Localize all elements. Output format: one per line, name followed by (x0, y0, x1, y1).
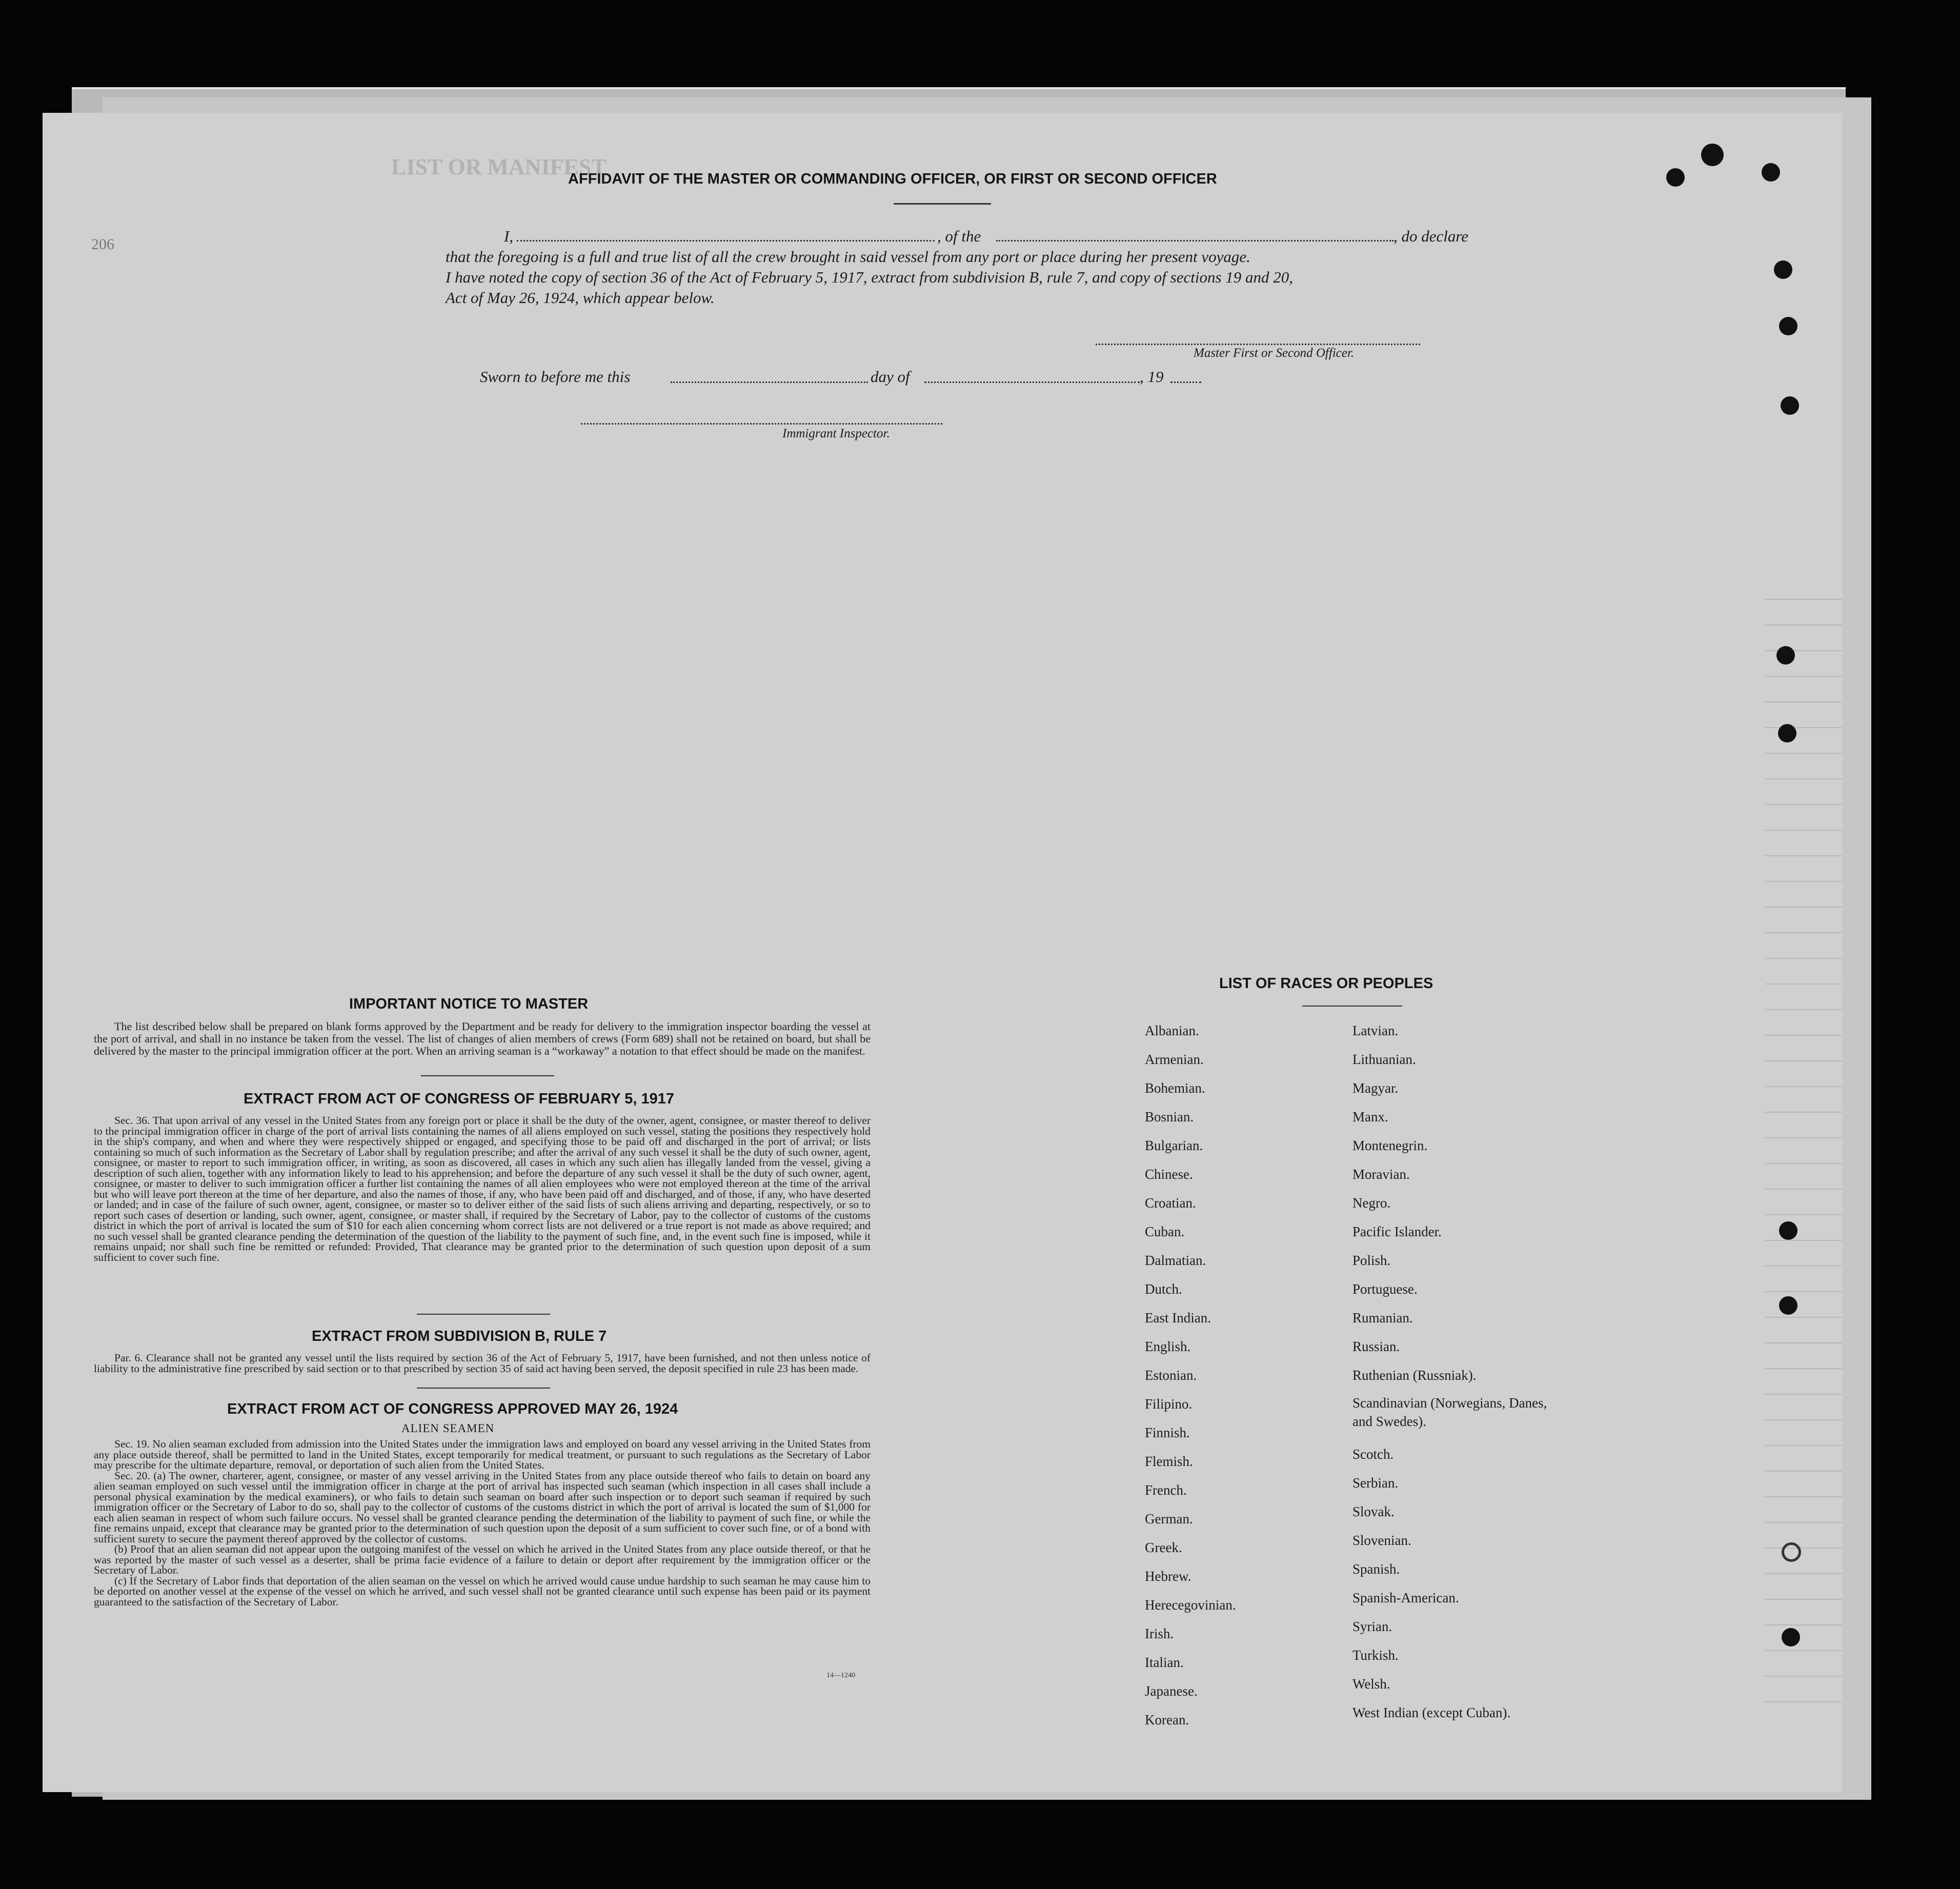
punch-hole-icon (1782, 1628, 1800, 1646)
ruled-edge (1765, 574, 1842, 1702)
sworn-end: , 19 (1140, 368, 1164, 386)
race-item: Flemish. (1145, 1454, 1193, 1469)
manifest-page (43, 113, 1842, 1792)
race-item: Filipino. (1145, 1396, 1193, 1412)
form-number: 14—1240 (826, 1672, 855, 1679)
race-item: Bosnian. (1145, 1109, 1194, 1124)
punch-hole-icon (1762, 163, 1780, 182)
race-item: Chinese. (1145, 1167, 1193, 1182)
race-item: Montenegrin. (1352, 1138, 1428, 1153)
master-signature-line (1096, 344, 1420, 345)
race-item: Manx. (1352, 1109, 1388, 1124)
notice-title: IMPORTANT NOTICE TO MASTER (349, 996, 589, 1012)
race-item: Irish. (1145, 1626, 1174, 1641)
race-item: Dutch. (1145, 1281, 1182, 1297)
affidavit-line1-end: , do declare (1393, 227, 1469, 245)
affidavit-line2: that the foregoing is a full and true list of all the crew brought in said vessel from any port or place during her present voyage. (446, 248, 1250, 266)
race-item: Herecegovinian. (1145, 1597, 1236, 1613)
race-item: Hebrew. (1145, 1569, 1191, 1584)
alien-seamen-subtitle: ALIEN SEAMEN (401, 1422, 495, 1435)
sworn-start: Sworn to before me this (480, 368, 631, 386)
race-item: French. (1145, 1482, 1187, 1498)
race-item: Negro. (1352, 1195, 1391, 1211)
race-item: Polish. (1352, 1253, 1391, 1268)
sec-19: Sec. 19. No alien seaman excluded from admission into the United States under the immigration laws and employed on board any vessel arriving in the United States from any place outside thereof, shall be permitted to land in the United States, except temporarily for medical treatment, or pursuant to such regulations as the Secretary of Labor may prescribe for the ultimate departure, removal, or deportation of such alien from the United States. (94, 1438, 871, 1471)
races-rule (1302, 1006, 1402, 1007)
race-item: Bulgarian. (1145, 1138, 1203, 1153)
extract-rule7-title: EXTRACT FROM SUBDIVISION B, RULE 7 (312, 1328, 607, 1344)
punch-hole-icon (1781, 396, 1799, 415)
race-item: West Indian (except Cuban). (1352, 1705, 1511, 1720)
inspector-signature-label: Immigrant Inspector. (782, 427, 890, 440)
punch-hole-icon (1774, 260, 1792, 279)
extract-1924-body (94, 1439, 871, 1607)
master-signature-label: Master First or Second Officer. (1194, 346, 1355, 360)
race-item: Scandinavian (Norwegians, Danes, and Swedes). (1352, 1395, 1547, 1429)
race-item: East Indian. (1145, 1310, 1211, 1325)
race-item: Croatian. (1145, 1195, 1196, 1211)
section-rule (417, 1314, 550, 1315)
race-item: Turkish. (1352, 1647, 1399, 1663)
races-left-column (1145, 1016, 1236, 1734)
race-item: Japanese. (1145, 1683, 1198, 1699)
notice-body: The list described below shall be prepared on blank forms approved by the Department and be ready for delivery to the immigration inspector boarding the vessel at the port of arrival, and shall in no instance be taken from the vessel. The list of changes of alien members of crews (Form 689) shall not be retained on board, but shall be delivered by the master to the principal immigration officer at the port. When an arriving seaman is a “workaway” a notation to that effect should be made on the manifest. (94, 1020, 871, 1057)
race-item: German. (1145, 1511, 1193, 1526)
race-item: Magyar. (1352, 1080, 1399, 1096)
sworn-mid: day of (871, 368, 910, 386)
race-item: Dalmatian. (1145, 1253, 1206, 1268)
race-item: English. (1145, 1339, 1191, 1354)
affidavit-line1-mid: , of the (937, 227, 981, 245)
punch-hole-icon (1779, 1221, 1797, 1240)
sec-20a: Sec. 20. (a) The owner, charterer, agent, consignee, or master of any vessel arriving in the United States from any place outside thereof who fails to detain on board any alien seaman employed on such vessel until the immigration officer in charge at the port of arrival has inspected such seaman (which inspection in all cases shall include a personal physical examination by the medical examiners), or who fails to detain such seaman on board after such inspection or to deport such seaman if required by such immigration officer or the Secretary of Labor to do so, shall pay to the collector of customs of the customs district in which the port of arrival is located the sum of $1,000 for each alien seaman in respect of whom such failure occurs. No vessel shall be granted clearance pending the determination of the liability to payment of such fine, or while the fine remains unpaid, except that clearance may be granted prior to the determination of such question upon the deposit of a sum sufficient to cover such fine, or of a bond with sufficient surety to secure the payment thereof approved by the collector of customs. (94, 1469, 871, 1545)
extract-1917-title: EXTRACT FROM ACT OF CONGRESS OF FEBRUARY 5, 1917 (244, 1091, 675, 1107)
section-rule (417, 1388, 550, 1389)
punch-hole-icon (1778, 724, 1796, 742)
punch-hole-icon (1779, 1296, 1797, 1315)
race-item: Korean. (1145, 1712, 1189, 1727)
inspector-signature-line (581, 423, 942, 425)
race-item: Latvian. (1352, 1023, 1399, 1038)
sec-20b: (b) Proof that an alien seaman did not appear upon the outgoing manifest of the vessel on which he arrived in the United States from any place outside thereof, or that he was reported by the master of such vessel as a deserter, shall be prima facie evidence of a failure to detain or deport after requirement by the immigration officer or the Secretary of Labor. (94, 1543, 871, 1576)
day-blank (671, 381, 868, 383)
extract-rule7-body: Par. 6. Clearance shall not be granted any vessel until the lists required by section 36 of the Act of February 5, 1917, have been furnished, and not then unless notice of liability to the administrative fine prescribed by said section or to that prescribed by section 35 of said act having been served, the deposit specified in rule 23 has been made. (94, 1352, 871, 1375)
affidavit-line4: Act of May 26, 1924, which appear below. (446, 289, 715, 307)
race-item: Portuguese. (1352, 1281, 1418, 1297)
extract-1917-body: Sec. 36. That upon arrival of any vessel in the United States from any foreign port or place it shall be the duty of the owner, agent, consignee, or master thereof to deliver to the principal immigration officer in charge of the port of arrival lists containing the names of all aliens employed on such vessel, stating the positions they respectively hold in the ship's company, and when and where they were respectively shipped or engaged, and specifying those to be paid off and discharged in the port of arrival; or lists containing so much of such information as the Secretary of Labor shall by regulation prescribe; and after the arrival of any such vessel it shall be the duty of such owner, agent, consignee, or master to report to such immigration officer, in writing, as soon as discovered, all cases in which any such alien has illegally landed from the vessel, giving a description of such alien, together with any information likely to lead to his apprehension; and before the departure of any such vessel it shall be the duty of such owner, agent, consignee, or master to deliver to such immigration officer a further list containing the names of all alien employees who were not employed thereon at the time of the arrival but who will leave port thereon at the time of her departure, and also the names of those, if any, who have been paid off and discharged, and of those, if any, who have deserted or landed; and in case of the failure of such owner, agent, consignee, or master so to deliver either of the said lists of such aliens arriving and departing, respectively, or so to report such cases of desertion or landing, such owner, agent, consignee, or master shall, if required by the Secretary of Labor, pay to the collector of customs of the customs district in which the port of arrival is located the sum of $10 for each alien concerning whom correct lists are not delivered or a true report is not made as above required; and no such vessel shall be granted clearance pending the determination of the question of the liability to the payment of such fine, and, in the event such fine is imposed, while it remains unpaid; nor shall such fine be remitted or refunded: Provided, That clearance may be granted prior to the determination of such question upon deposit of a sum sufficient to cover such fine. (94, 1114, 871, 1263)
race-item: Armenian. (1145, 1052, 1204, 1067)
title-rule (894, 203, 991, 205)
race-item: Italian. (1145, 1655, 1184, 1670)
race-item: Russian. (1352, 1339, 1400, 1354)
race-item: Estonian. (1145, 1368, 1197, 1383)
race-item: Albanian. (1145, 1023, 1199, 1038)
race-item: Pacific Islander. (1352, 1224, 1442, 1239)
affidavit-line3: I have noted the copy of section 36 of the Act of February 5, 1917, extract from subdivision B, rule 7, and copy of sections 19 and 20, (446, 268, 1294, 286)
race-item: Ruthenian (Russniak). (1352, 1368, 1477, 1383)
punch-hole-ring-icon (1782, 1542, 1801, 1562)
race-item: Scotch. (1352, 1446, 1394, 1462)
races-right-column (1352, 1016, 1568, 1727)
race-item: Syrian. (1352, 1619, 1392, 1634)
year-blank (1170, 381, 1201, 383)
race-item: Cuban. (1145, 1224, 1185, 1239)
punch-hole-icon (1666, 168, 1685, 187)
punch-hole-icon (1701, 144, 1724, 166)
race-item: Rumanian. (1352, 1310, 1413, 1325)
month-blank (924, 381, 1140, 383)
race-item: Bohemian. (1145, 1080, 1205, 1096)
margin-note: 206 (91, 236, 114, 253)
race-item: Spanish. (1352, 1561, 1400, 1577)
section-rule (421, 1075, 554, 1076)
extract-1924-title: EXTRACT FROM ACT OF CONGRESS APPROVED MAY 26, 1924 (227, 1401, 678, 1417)
affidavit-title: AFFIDAVIT OF THE MASTER OR COMMANDING OFFICER, OR FIRST OR SECOND OFFICER (568, 171, 1217, 187)
race-item: Welsh. (1352, 1676, 1390, 1692)
race-item: Slovenian. (1352, 1533, 1411, 1548)
race-item: Slovak. (1352, 1504, 1395, 1519)
races-title: LIST OF RACES OR PEOPLES (1219, 975, 1433, 992)
race-item: Greek. (1145, 1540, 1182, 1555)
affidavit-line1-start: I, (504, 227, 514, 245)
race-item: Lithuanian. (1352, 1052, 1416, 1067)
race-item: Finnish. (1145, 1425, 1190, 1440)
vessel-blank (996, 240, 1393, 242)
bleed-through-header: LIST OR MANIFEST (391, 154, 607, 179)
punch-hole-icon (1776, 646, 1795, 665)
race-item: Moravian. (1352, 1167, 1410, 1182)
race-item: Serbian. (1352, 1475, 1399, 1491)
name-blank (517, 240, 935, 242)
punch-hole-icon (1779, 317, 1797, 335)
race-item: Spanish-American. (1352, 1590, 1459, 1605)
sec-20c: (c) If the Secretary of Labor finds that deportation of the alien seaman on the vessel on which he arrived would cause undue hardship to such seaman he may cause him to be deported on another vessel at the expense of the vessel on which he arrived, and such vessel shall not be granted clearance until such expense has been paid or its payment guaranteed to the satisfaction of the Secretary of Labor. (94, 1574, 871, 1608)
